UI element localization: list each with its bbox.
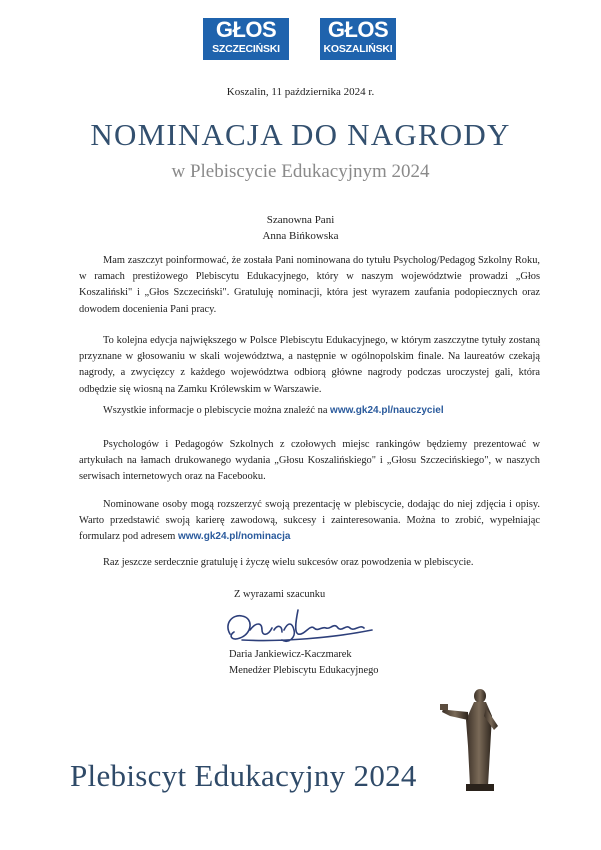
nauczyciel-link[interactable]: www.gk24.pl/nauczyciel bbox=[330, 405, 444, 416]
logo-top-text: GŁOS bbox=[215, 17, 277, 42]
signer-block bbox=[229, 647, 378, 679]
logo-top-text: GŁOS bbox=[327, 17, 389, 42]
closing-phrase: Z wyrazami szacunku bbox=[234, 589, 326, 600]
paragraph-extend-text: Nominowane osoby mogą rozszerzyć swoją prezentację w plebiscycie, dodając do niej zdjęcia i opisy. Warto przedstawić swoją karierę zawodową, sukcesy i zainteresowania. Można to zrobić, wypełniając formularz pod adresem bbox=[79, 499, 540, 543]
award-statuette-icon bbox=[438, 686, 508, 791]
signer-name: Daria Jankiewicz-Kaczmarek bbox=[229, 649, 352, 660]
greeting-salutation: Szanowna Pani bbox=[266, 214, 335, 226]
paragraph-info bbox=[79, 403, 540, 419]
paragraph-congrats: Raz jeszcze serdecznie gratuluję i życzę wielu sukcesów oraz powodzenia w plebiscycie. bbox=[103, 557, 474, 568]
greeting-recipient: Anna Bińkowska bbox=[262, 230, 339, 242]
paragraph-info-text: Wszystkie informacje o plebiscycie można znaleźć na bbox=[103, 405, 331, 416]
letter-date: Koszalin, 11 października 2024 r. bbox=[226, 86, 375, 98]
glos-szczecinski-logo bbox=[203, 18, 289, 60]
logos-row bbox=[0, 18, 601, 62]
page-subtitle: w Plebiscycie Edukacyjnym 2024 bbox=[171, 161, 430, 182]
logo-bottom-text: KOSZALIŃSKI bbox=[323, 43, 393, 55]
logo-bottom-text: SZCZECIŃSKI bbox=[212, 43, 280, 55]
paragraph-presentation: Psychologów i Pedagogów Szkolnych z czołowych miejsc rankingów będziemy prezentować w artykułach na łamach drukowanego wydania „Głosu Koszalińskiego" i „Głosu Szczecińskiego", w naszych serwisach internetowych oraz na Facebooku. bbox=[79, 439, 540, 483]
paragraph-nomination: Mam zaszczyt poinformować, że została Pani nominowana do tytułu Psycholog/Pedagog Szkolny Roku, w ramach prestiżowego Plebiscytu Edukacyjnego, który w naszym województwie prowadzi „Głos Koszaliński" i „Głos Szczeciński". Gratuluję nominacji, która jest wyrazem zaufania podopiecznych oraz dowodem docenienia Pani pracy. bbox=[79, 255, 540, 315]
paragraph-extend bbox=[79, 497, 540, 546]
page-title: NOMINACJA DO NAGRODY bbox=[90, 117, 511, 152]
footer-title: Plebiscyt Edukacyjny 2024 bbox=[70, 758, 417, 793]
greeting bbox=[0, 212, 601, 244]
signer-role: Menedżer Plebiscytu Edukacyjnego bbox=[229, 665, 379, 676]
nominacja-link[interactable]: www.gk24.pl/nominacja bbox=[177, 531, 291, 543]
handwritten-signature bbox=[222, 600, 382, 648]
paragraph-edition: To kolejna edycja największego w Polsce Plebiscytu Edukacyjnego, w którym zaszczytne tytuły zostaną przyznane w głosowaniu w skali województwa, a następnie w ogólnopolskim finale. Na laureatów czekają nagrody, a zwycięzcy z każdego województwa odbiorą główne nagrody podczas uroczystej gali, która odbędzie się wiosną na Zamku Królewskim w Warszawie. bbox=[79, 335, 540, 395]
glos-koszalinski-logo bbox=[320, 18, 396, 60]
